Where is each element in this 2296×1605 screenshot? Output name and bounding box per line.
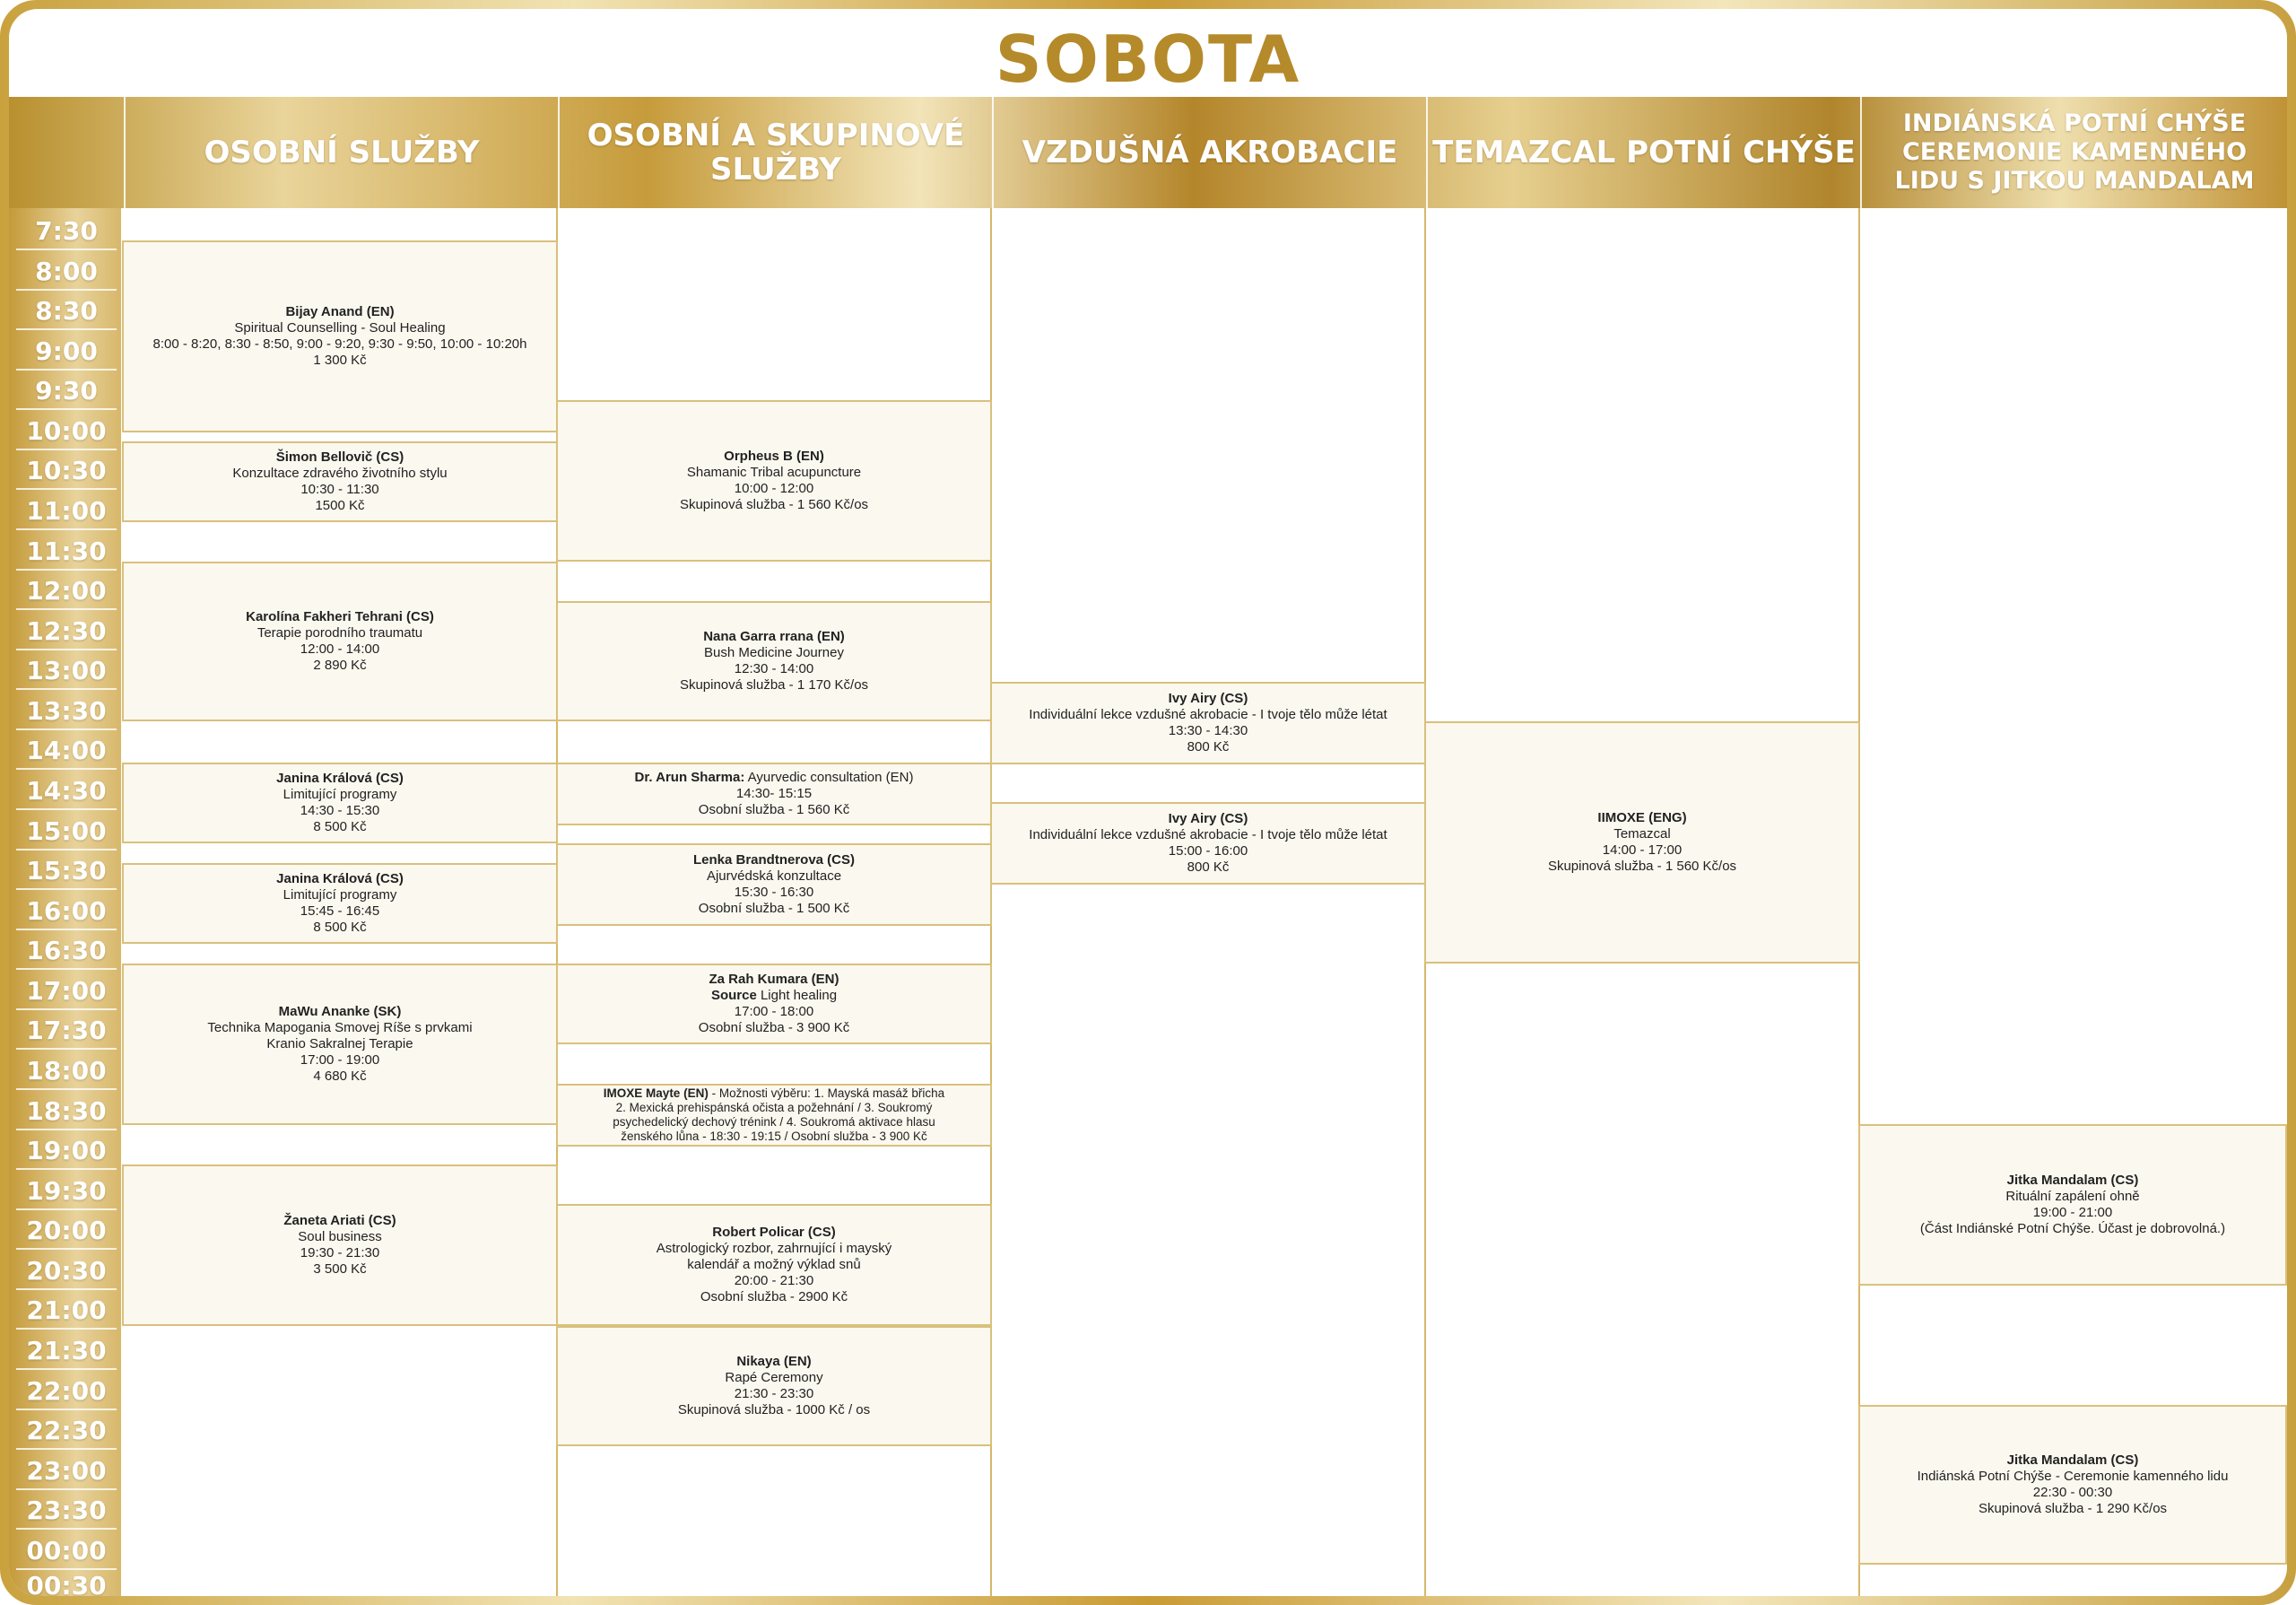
event-detail: Ajurvédská konzultace — [706, 868, 842, 884]
event-detail: Konzultace zdravého životního stylu — [232, 466, 448, 481]
event-detail: Soul business — [298, 1229, 382, 1244]
event-detail: Terapie porodního traumatu — [257, 625, 423, 641]
time-label: 11:00 — [16, 493, 117, 530]
event-card-janina-kralova-2[interactable] — [122, 863, 558, 944]
event-name: Source — [710, 988, 757, 1003]
event-time: 20:00 - 21:30 — [734, 1273, 814, 1288]
event-price: Skupinová služba - 1000 Kč / os — [677, 1402, 871, 1417]
event-detail: Shamanic Tribal acupuncture — [686, 465, 862, 480]
event-detail: Light healing — [760, 988, 838, 1003]
event-card-janina-kralova-1[interactable] — [122, 763, 558, 843]
event-title-line — [711, 988, 837, 1004]
time-label: 8:30 — [16, 292, 117, 330]
event-name: Bijay Anand (EN) — [285, 304, 395, 319]
event-time: 14:30 - 15:30 — [300, 803, 380, 818]
event-time: 22:30 - 00:30 — [2032, 1485, 2113, 1500]
event-name: Ivy Airy (CS) — [1168, 691, 1248, 706]
time-label: 12:30 — [16, 613, 117, 650]
column-header-aerial: VZDUŠNÁ AKROBACIE — [992, 97, 1426, 208]
event-name: Jitka Mandalam (CS) — [2006, 1173, 2139, 1188]
event-card-ivy-airy-1[interactable] — [990, 682, 1426, 764]
event-name: Janina Králová (CS) — [276, 871, 404, 886]
event-time: 10:00 - 12:00 — [734, 481, 814, 496]
time-label: 9:30 — [16, 372, 117, 410]
event-price: Osobní služba - 2900 Kč — [700, 1289, 848, 1304]
event-detail: Individuální lekce vzdušné akrobacie - I tvoje tělo může létat — [1029, 707, 1387, 722]
event-card-bijay-anand[interactable] — [122, 240, 558, 432]
event-detail: 2. Mexická prehispánská očista a požehnání / 3. Soukromý — [615, 1101, 933, 1114]
schedule-board — [9, 9, 2287, 1596]
event-detail: Limitující programy — [283, 787, 397, 802]
event-card-ivy-airy-2[interactable] — [990, 802, 1426, 885]
event-card-karolina-tehrani[interactable] — [122, 562, 558, 721]
event-detail: Temazcal — [1613, 826, 1671, 842]
time-label: 14:00 — [16, 732, 117, 770]
event-detail: Kranio Sakralnej Terapie — [266, 1036, 413, 1051]
event-time: 19:00 - 21:00 — [2032, 1205, 2113, 1220]
event-title-line — [604, 1086, 944, 1101]
event-detail: Rapé Ceremony — [725, 1370, 823, 1385]
event-time: 17:00 - 18:00 — [734, 1004, 814, 1019]
time-label: 11:30 — [16, 533, 117, 571]
time-label: 8:00 — [16, 253, 117, 291]
event-card-nikaya[interactable] — [556, 1326, 992, 1446]
page-title: SOBOTA — [995, 22, 1301, 97]
time-label: 18:30 — [16, 1093, 117, 1130]
event-detail: Indiánská Potní Chýše - Ceremonie kamenného lidu — [1917, 1469, 2229, 1484]
time-label: 17:00 — [16, 973, 117, 1010]
event-card-simon-bellovic[interactable] — [122, 441, 558, 522]
column-header-personal: OSOBNÍ SLUŽBY — [124, 97, 558, 208]
event-time: 14:00 - 17:00 — [1602, 842, 1683, 858]
event-time: 15:45 - 16:45 — [300, 903, 380, 919]
time-label: 18:00 — [16, 1052, 117, 1090]
time-label: 9:00 — [16, 333, 117, 371]
time-label: 15:30 — [16, 852, 117, 890]
event-name: Nikaya (EN) — [736, 1354, 812, 1369]
time-label: 21:30 — [16, 1332, 117, 1370]
event-name: Karolína Fakheri Tehrani (CS) — [246, 609, 434, 624]
event-detail: Rituální zapálení ohně — [2005, 1189, 2140, 1204]
time-label: 20:30 — [16, 1252, 117, 1290]
event-name: IMOXE Mayte (EN) — [603, 1086, 709, 1100]
event-card-jitka-mandalam-1[interactable] — [1858, 1124, 2287, 1286]
event-note: (Část Indiánské Potní Chýše. Účast je dobrovolná.) — [1919, 1221, 2226, 1236]
column-header-personal-group: OSOBNÍ A SKUPINOVÉ SLUŽBY — [558, 97, 992, 208]
event-card-za-rah-kumara[interactable] — [556, 964, 992, 1044]
event-price: 2 890 Kč — [313, 658, 367, 673]
event-detail: Spiritual Counselling - Soul Healing — [234, 320, 446, 336]
event-card-orpheus-b[interactable] — [556, 400, 992, 562]
event-time: 12:30 - 14:00 — [734, 661, 814, 676]
event-time: 15:30 - 16:30 — [734, 885, 814, 900]
event-price: 1500 Kč — [315, 498, 365, 513]
time-label: 19:30 — [16, 1173, 117, 1210]
event-card-mawu-ananke[interactable] — [122, 964, 558, 1125]
event-time: 19:30 - 21:30 — [300, 1245, 380, 1260]
event-name: Nana Garra rrana (EN) — [703, 629, 845, 644]
event-time: 14:30- 15:15 — [735, 786, 813, 801]
event-time: 8:00 - 8:20, 8:30 - 8:50, 9:00 - 9:20, 9:30 - 9:50, 10:00 - 10:20h — [152, 336, 527, 352]
column-header-indian-sweat-lodge: INDIÁNSKÁ POTNÍ CHÝŠE CEREMONIE KAMENNÉHO LIDU S JITKOU MANDALAM — [1860, 97, 2287, 208]
event-detail: kalendář a možný výklad snů — [687, 1257, 861, 1272]
time-label: 10:00 — [16, 413, 117, 450]
time-label: 22:30 — [16, 1412, 117, 1450]
event-price: 800 Kč — [1187, 859, 1230, 875]
time-label: 16:00 — [16, 893, 117, 930]
time-label: 21:00 — [16, 1292, 117, 1330]
column-header-band — [9, 97, 2287, 208]
event-name: IIMOXE (ENG) — [1597, 810, 1687, 825]
time-label: 00:30 — [16, 1567, 117, 1596]
event-price: 4 680 Kč — [313, 1069, 367, 1084]
time-label: 12:00 — [16, 572, 117, 610]
event-name: MaWu Ananke (SK) — [278, 1004, 402, 1019]
event-price: Skupinová služba - 1 560 Kč/os — [1547, 859, 1737, 874]
event-detail: Limitující programy — [283, 887, 397, 903]
event-name: Janina Králová (CS) — [276, 771, 404, 786]
event-detail: Astrologický rozbor, zahrnující i mayský — [656, 1241, 892, 1256]
time-label: 14:30 — [16, 772, 117, 810]
event-detail: Technika Mapogania Smovej Ríše s prvkami — [207, 1020, 473, 1035]
event-card-arun-sharma[interactable] — [556, 763, 992, 825]
event-name: Žaneta Ariati (CS) — [283, 1213, 396, 1228]
event-name: Jitka Mandalam (CS) — [2006, 1452, 2139, 1468]
event-price: 3 500 Kč — [313, 1261, 367, 1277]
event-card-zaneta-ariati[interactable] — [122, 1164, 558, 1326]
event-card-iimoxe-temazcal[interactable] — [1424, 721, 1860, 964]
event-price: 1 300 Kč — [313, 353, 367, 368]
event-card-robert-policar[interactable] — [556, 1204, 992, 1326]
event-time: 17:00 - 19:00 — [300, 1052, 380, 1068]
time-label: 19:00 — [16, 1132, 117, 1170]
event-card-imoxe-mayte[interactable] — [556, 1084, 992, 1147]
event-name: Za Rah Kumara (EN) — [709, 972, 839, 987]
event-time: 13:30 - 14:30 — [1168, 723, 1248, 738]
time-label: 23:30 — [16, 1492, 117, 1530]
event-price: ženského lůna - 18:30 - 19:15 / Osobní služba - 3 900 Kč — [621, 1130, 927, 1143]
event-price: Skupinová služba - 1 560 Kč/os — [679, 497, 869, 512]
event-name: Robert Policar (CS) — [712, 1225, 836, 1240]
time-label: 13:30 — [16, 693, 117, 730]
event-detail: Bush Medicine Journey — [704, 645, 844, 660]
event-price: Skupinová služba - 1 290 Kč/os — [1978, 1501, 2168, 1516]
time-label: 15:00 — [16, 813, 117, 850]
event-card-nana-garra-rrana[interactable] — [556, 601, 992, 721]
event-name: Orpheus B (EN) — [724, 449, 824, 464]
time-label: 16:30 — [16, 932, 117, 970]
event-name: Ivy Airy (CS) — [1168, 811, 1248, 826]
event-detail: psychedelický dechový trénink / 4. Soukromá aktivace hlasu — [613, 1115, 935, 1129]
time-column — [9, 208, 121, 1596]
time-label: 17:30 — [16, 1012, 117, 1050]
event-card-jitka-mandalam-2[interactable] — [1858, 1405, 2287, 1565]
event-time: 15:00 - 16:00 — [1168, 843, 1248, 859]
event-time: 10:30 - 11:30 — [300, 482, 379, 497]
event-detail: Individuální lekce vzdušné akrobacie - I tvoje tělo může létat — [1029, 827, 1387, 842]
event-detail: Ayurvedic consultation (EN) — [747, 770, 914, 785]
event-price: 8 500 Kč — [313, 819, 367, 834]
time-label: 20:00 — [16, 1212, 117, 1250]
time-label: 00:00 — [16, 1532, 117, 1570]
column-header-temazcal: TEMAZCAL POTNÍ CHÝŠE — [1426, 97, 1860, 208]
event-price: Osobní služba - 1 560 Kč — [698, 802, 850, 817]
event-title-line — [635, 770, 914, 786]
event-detail: - Možnosti výběru: 1. Mayská masáž břicha — [711, 1086, 945, 1100]
event-time: 12:00 - 14:00 — [300, 641, 380, 657]
event-time: 21:30 - 23:30 — [734, 1386, 814, 1401]
time-label: 23:00 — [16, 1452, 117, 1490]
event-name: Šimon Bellovič (CS) — [275, 449, 404, 465]
event-price: Osobní služba - 1 500 Kč — [698, 901, 850, 916]
time-label: 13:00 — [16, 652, 117, 690]
time-label: 10:30 — [16, 452, 117, 490]
event-price: 800 Kč — [1187, 739, 1230, 755]
event-price: Skupinová služba - 1 170 Kč/os — [679, 677, 869, 693]
time-label: 7:30 — [16, 213, 117, 250]
event-name: Dr. Arun Sharma: — [634, 770, 745, 785]
event-card-lenka-brandtnerova[interactable] — [556, 843, 992, 926]
time-label: 22:00 — [16, 1373, 117, 1410]
event-name: Lenka Brandtnerova (CS) — [692, 852, 856, 868]
event-price: Osobní služba - 3 900 Kč — [698, 1020, 850, 1035]
event-price: 8 500 Kč — [313, 920, 367, 935]
